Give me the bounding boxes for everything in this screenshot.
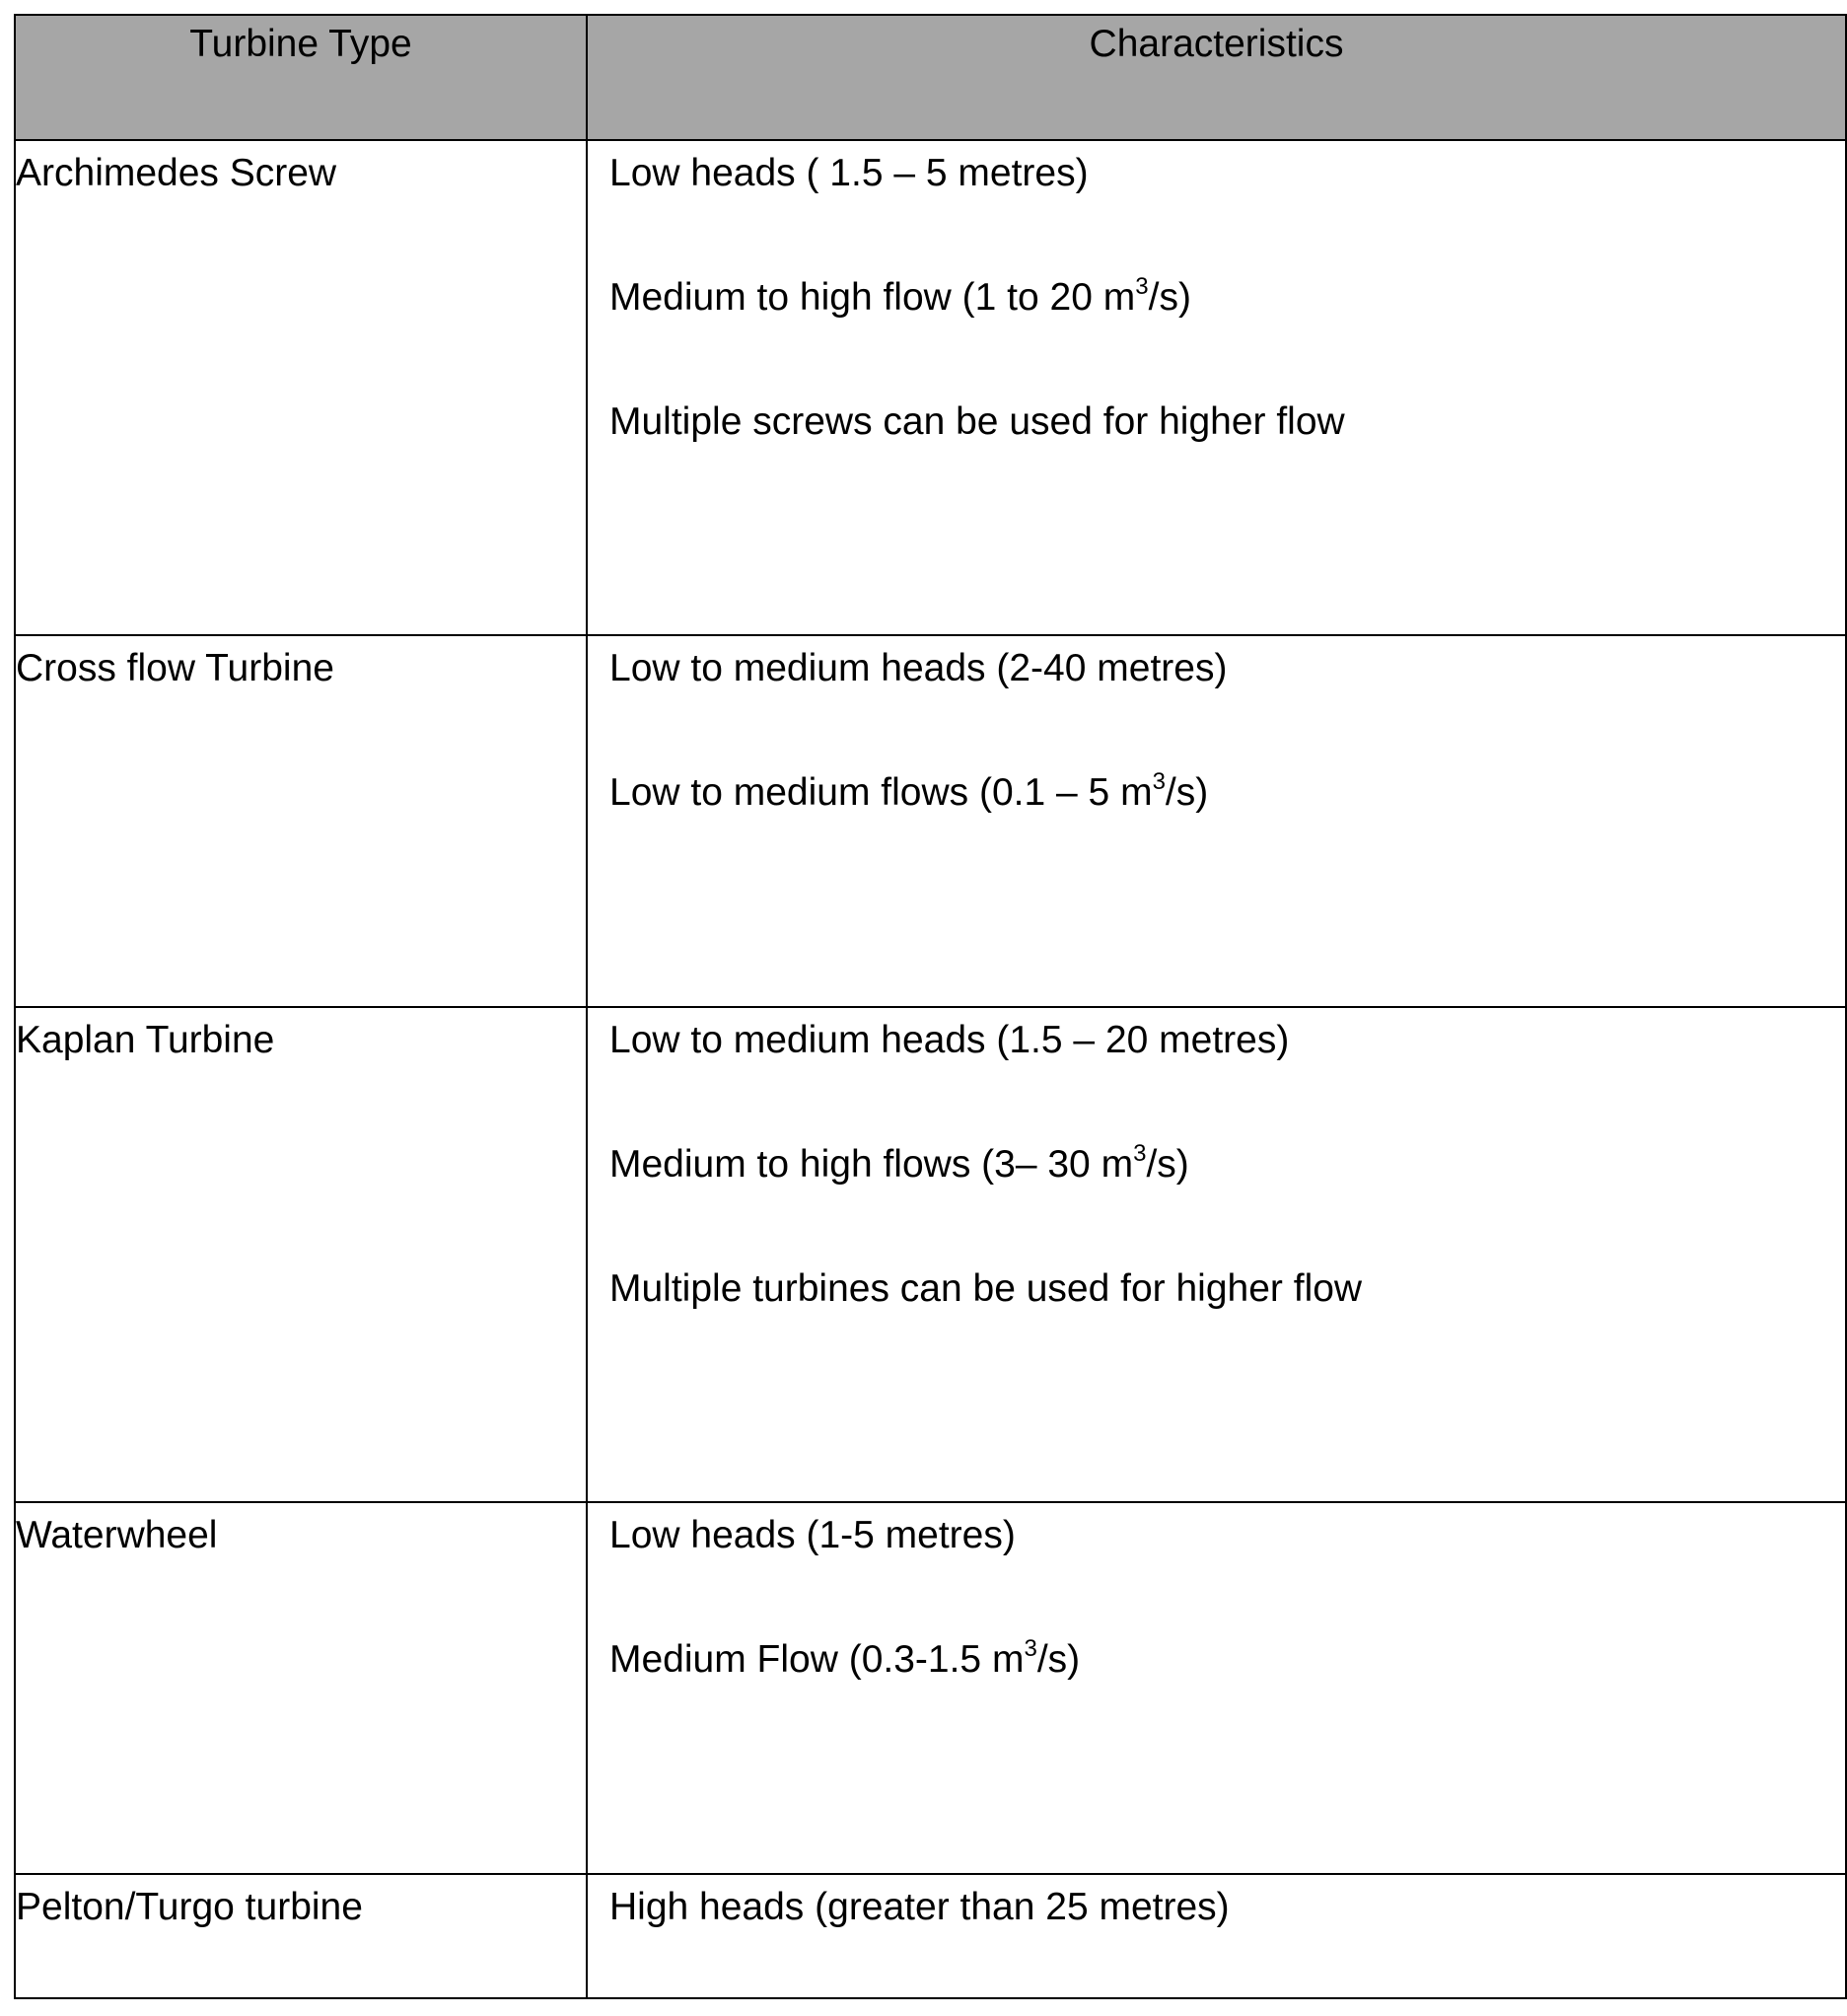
characteristic-line bbox=[609, 1139, 1845, 1188]
unit-exponent: 3 bbox=[1024, 1634, 1037, 1662]
characteristic-line bbox=[609, 1018, 1845, 1064]
unit-exponent: 3 bbox=[1133, 1139, 1147, 1167]
characteristic-text: Multiple screws can be used for higher flow bbox=[609, 399, 1345, 443]
table-header bbox=[15, 15, 1846, 140]
characteristic-line bbox=[609, 272, 1845, 322]
characteristics-cell bbox=[587, 1874, 1846, 1998]
turbine-type-cell bbox=[15, 1007, 587, 1502]
table-row bbox=[15, 140, 1846, 635]
characteristic-unit-suffix: /s) bbox=[1146, 1142, 1189, 1186]
turbine-type-cell bbox=[15, 1874, 587, 1998]
table-row bbox=[15, 635, 1846, 1007]
characteristic-text: Multiple turbines can be used for higher flow bbox=[609, 1266, 1363, 1310]
characteristic-line bbox=[609, 1634, 1845, 1684]
turbine-type-label: Waterwheel bbox=[16, 1514, 218, 1556]
table-row bbox=[15, 1874, 1846, 1998]
table-body bbox=[15, 140, 1846, 1998]
turbine-type-label: Pelton/Turgo turbine bbox=[16, 1886, 363, 1928]
characteristic-text: Medium Flow (0.3-1.5 m bbox=[609, 1637, 1025, 1681]
characteristic-line bbox=[609, 767, 1845, 817]
turbine-type-label: Cross flow Turbine bbox=[16, 647, 334, 689]
characteristic-text: Medium to high flows (3– 30 m bbox=[609, 1142, 1134, 1186]
turbine-type-cell bbox=[15, 635, 587, 1007]
table-row bbox=[15, 1007, 1846, 1502]
turbine-type-label: Archimedes Screw bbox=[16, 152, 337, 194]
header-row bbox=[15, 15, 1846, 140]
table-row bbox=[15, 1502, 1846, 1874]
unit-exponent: 3 bbox=[1152, 767, 1166, 795]
characteristics-cell bbox=[587, 1502, 1846, 1874]
header-turbine-type: Turbine Type bbox=[15, 15, 587, 140]
characteristic-text: Low heads ( 1.5 – 5 metres) bbox=[609, 152, 1089, 194]
characteristic-unit-suffix: /s) bbox=[1165, 770, 1209, 814]
turbine-characteristics-table bbox=[14, 14, 1847, 1999]
turbine-type-cell bbox=[15, 1502, 587, 1874]
characteristic-unit-suffix: /s) bbox=[1148, 275, 1191, 319]
characteristics-cell bbox=[587, 1007, 1846, 1502]
characteristic-line bbox=[609, 151, 1845, 197]
characteristic-text: Low to medium heads (1.5 – 20 metres) bbox=[609, 1019, 1290, 1061]
characteristic-line bbox=[609, 1513, 1845, 1559]
characteristic-unit-suffix: /s) bbox=[1036, 1637, 1081, 1681]
header-characteristics: Characteristics bbox=[587, 15, 1846, 140]
turbine-type-label: Kaplan Turbine bbox=[16, 1019, 275, 1061]
characteristic-line bbox=[609, 399, 1845, 446]
turbine-type-cell bbox=[15, 140, 587, 635]
characteristic-text: Low to medium flows (0.1 – 5 m bbox=[609, 770, 1153, 814]
characteristics-cell bbox=[587, 635, 1846, 1007]
unit-exponent: 3 bbox=[1135, 272, 1149, 300]
characteristic-text: Medium to high flow (1 to 20 m bbox=[609, 275, 1136, 319]
characteristic-text: High heads (greater than 25 metres) bbox=[609, 1886, 1230, 1928]
characteristic-line bbox=[609, 1266, 1845, 1313]
characteristic-line bbox=[609, 1885, 1845, 1931]
characteristic-text: Low heads (1-5 metres) bbox=[609, 1514, 1016, 1556]
characteristics-cell bbox=[587, 140, 1846, 635]
characteristic-text: Low to medium heads (2-40 metres) bbox=[609, 647, 1228, 689]
characteristic-line bbox=[609, 646, 1845, 692]
